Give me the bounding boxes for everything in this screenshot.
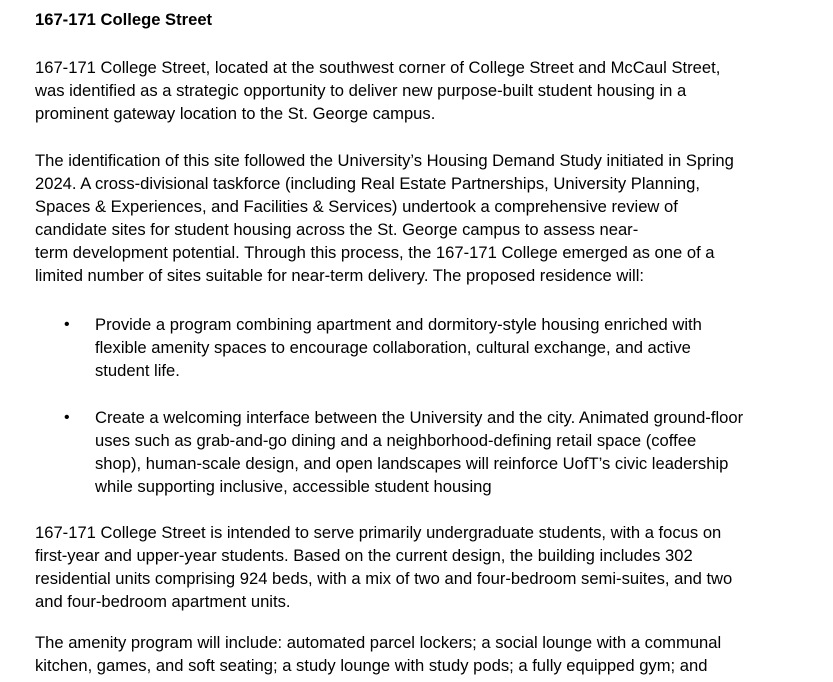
paragraph-site-identification	[35, 149, 734, 287]
text-line: 2024. A cross-divisional taskforce (including Real Estate Partnerships, University Planning,	[35, 174, 700, 193]
text-line: Provide a program combining apartment and dormitory-style housing enriched with	[95, 315, 702, 334]
text-line: 167-171 College Street is intended to serve primarily undergraduate students, with a focus on	[35, 523, 722, 542]
text-line: candidate sites for student housing across the St. George campus to assess near-	[35, 220, 639, 239]
text-line: first-year and upper-year students. Based on the current design, the building includes 302	[35, 546, 693, 565]
text-line: student life.	[95, 361, 180, 380]
text-line: and four-bedroom apartment units.	[35, 592, 291, 611]
paragraph-amenities	[35, 631, 721, 677]
bullet-item-program	[95, 313, 702, 382]
text-line: The amenity program will include: automated parcel lockers; a social lounge with a communal	[35, 633, 722, 652]
text-line: uses such as grab-and-go dining and a neighborhood-defining retail space (coffee	[95, 431, 697, 450]
paragraph-student-focus	[35, 521, 732, 613]
section-heading: 167-171 College Street	[35, 10, 213, 29]
paragraph-intro	[35, 56, 720, 125]
text-line: limited number of sites suitable for near-term delivery. The proposed residence will:	[35, 266, 645, 285]
bullet-item-interface	[95, 406, 743, 498]
text-line: flexible amenity spaces to encourage collaboration, cultural exchange, and active	[95, 338, 691, 357]
text-line: term development potential. Through this process, the 167-171 College emerged as one of a	[35, 243, 715, 262]
text-line: while supporting inclusive, accessible student housing	[95, 477, 492, 496]
text-line: was identified as a strategic opportunity to deliver new purpose-built student housing in a	[35, 81, 687, 100]
text-line: The identification of this site followed the University’s Housing Demand Study initiated in Spring	[35, 151, 734, 170]
text-line: residential units comprising 924 beds, with a mix of two and four-bedroom semi-suites, and two	[35, 569, 733, 588]
text-line: shop), human-scale design, and open landscapes will reinforce UofT’s civic leadership	[95, 454, 729, 473]
text-line: prominent gateway location to the St. George campus.	[35, 104, 436, 123]
text-line: 167-171 College Street, located at the southwest corner of College Street and McCaul Street,	[35, 58, 721, 77]
bullet-icon: •	[64, 409, 70, 426]
text-line: kitchen, games, and soft seating; a study lounge with study pods; a fully equipped gym; and	[35, 656, 708, 675]
bullet-icon: •	[64, 316, 70, 333]
text-line: Create a welcoming interface between the University and the city. Animated ground-floor	[95, 408, 744, 427]
text-line: Spaces & Experiences, and Facilities & Services) undertook a comprehensive review of	[35, 197, 678, 216]
